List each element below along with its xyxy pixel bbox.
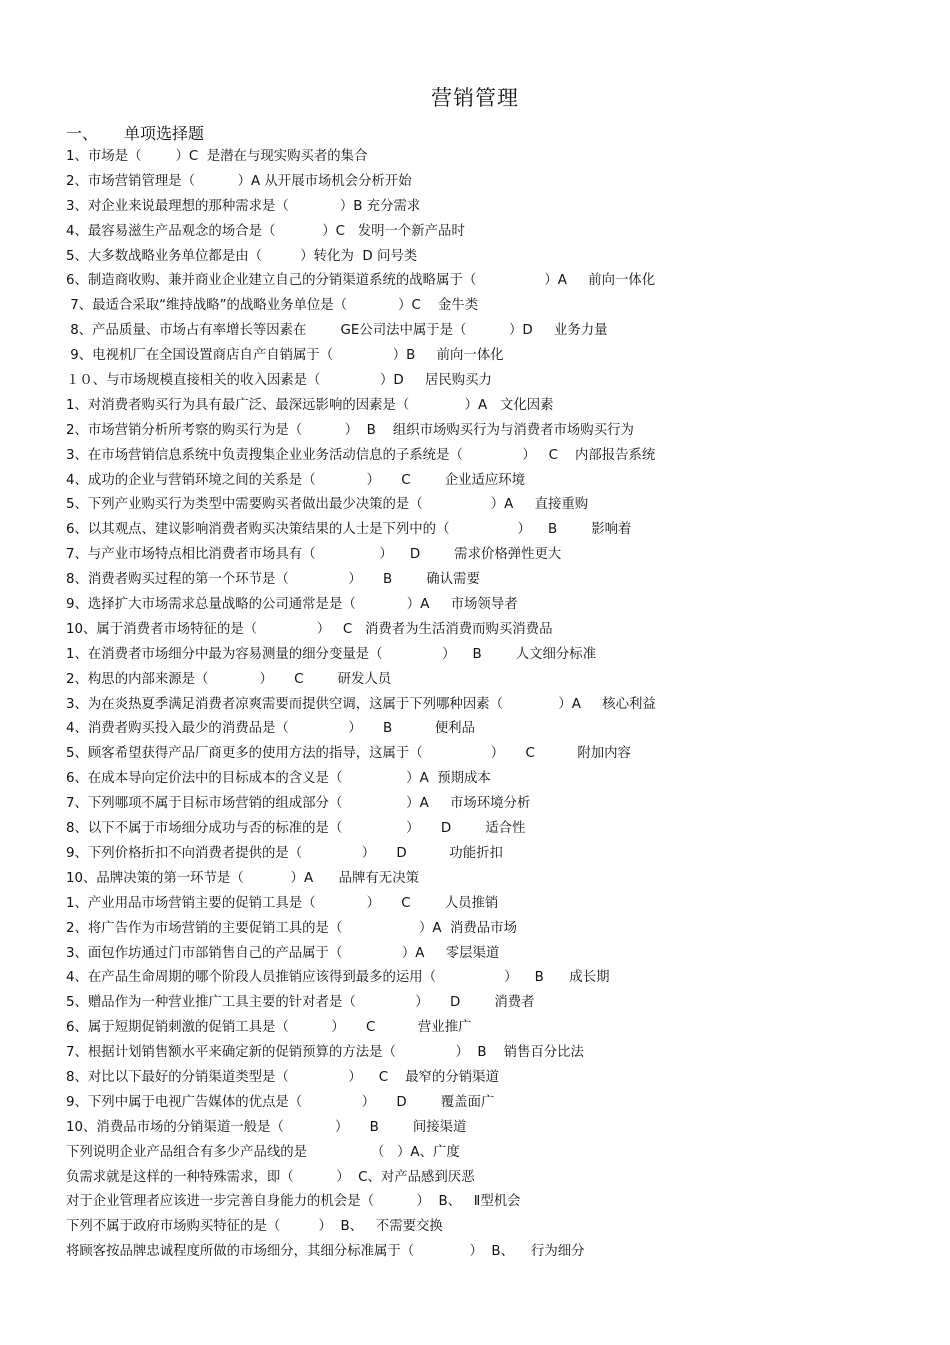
question-line: 8、消费者购买过程的第一个环节是（ ） B 确认需要 bbox=[66, 572, 480, 588]
question-line: 3、面包作坊通过门市部销售自己的产品属于（ ）A 零层渠道 bbox=[66, 945, 500, 961]
question-line: 5、赠品作为一种营业推广工具主要的针对者是（ ） D 消费者 bbox=[66, 995, 535, 1011]
question-line: 下列说明企业产品组合有多少产品线的是 （ ）A、广度 bbox=[66, 1144, 460, 1160]
page-title: 营销管理 bbox=[431, 86, 519, 110]
section-heading bbox=[66, 121, 204, 144]
question-line: 6、以其观点、建议影响消费者购买决策结果的人士是下列中的（ ） B 影响着 bbox=[66, 522, 632, 538]
question-line: 7、最适合采取“维持战略”的战略业务单位是（ ）C 金牛类 bbox=[66, 298, 479, 314]
question-line: 6、制造商收购、兼并商业企业建立自己的分销渠道系统的战略属于（ ）A 前向一体化 bbox=[66, 273, 656, 289]
question-line: 8、产品质量、市场占有率增长等因素在 GE公司法中属于是（ ）D 业务力量 bbox=[66, 323, 608, 339]
question-line: 7、下列哪项不属于目标市场营销的组成部分（ ）A 市场环境分析 bbox=[66, 796, 531, 812]
question-line: 3、为在炎热夏季满足消费者凉爽需要而提供空调，这属于下列哪种因素（ ）A 核心利益 bbox=[66, 696, 656, 712]
question-line: １０、与市场规模直接相关的收入因素是（ ）D 居民购买力 bbox=[66, 373, 492, 389]
question-line: 10、属于消费者市场特征的是（ ） C 消费者为生活消费而购买消费品 bbox=[66, 621, 553, 637]
question-line: 5、大多数战略业务单位都是由（ ）转化为 D 问号类 bbox=[66, 248, 418, 264]
question-line: 4、成功的企业与营销环境之间的关系是（ ） C 企业适应环境 bbox=[66, 472, 526, 488]
question-line: 5、顾客希望获得产品厂商更多的使用方法的指导，这属于（ ） C 附加内容 bbox=[66, 746, 631, 762]
question-line: 5、下列产业购买行为类型中需要购买者做出最少决策的是（ ）A 直接重购 bbox=[66, 497, 589, 513]
question-line: 9、下列中属于电视广告媒体的优点是（ ） D 覆盖面广 bbox=[66, 1094, 495, 1110]
question-line: 9、电视机厂在全国设置商店自产自销属于（ ）B 前向一体化 bbox=[66, 348, 504, 364]
question-line: 负需求就是这样的一种特殊需求，即（ ） C、对产品感到厌恶 bbox=[66, 1169, 475, 1185]
question-line: 10、消费品市场的分销渠道一般是（ ） B 间接渠道 bbox=[66, 1119, 467, 1135]
question-line: 9、选择扩大市场需求总量战略的公司通常是是（ ）A 市场领导者 bbox=[66, 597, 518, 613]
question-line: 4、在产品生命周期的哪个阶段人员推销应该得到最多的运用（ ） B 成长期 bbox=[66, 970, 610, 986]
question-line: 8、对比以下最好的分销渠道类型是（ ） C 最窄的分销渠道 bbox=[66, 1069, 499, 1085]
question-line: 7、根据计划销售额水平来确定新的促销预算的方法是（ ） B 销售百分比法 bbox=[66, 1045, 584, 1061]
question-line: 8、以下不属于市场细分成功与否的标准的是（ ） D 适合性 bbox=[66, 821, 526, 837]
question-line: 4、消费者购买投入最少的消费品是（ ） B 便利品 bbox=[66, 721, 475, 737]
question-line: 2、市场营销分析所考察的购买行为是（ ） B 组织市场购买行为与消费者市场购买行为 bbox=[66, 422, 634, 438]
question-line: 7、与产业市场特点相比消费者市场具有（ ） D 需求价格弹性更大 bbox=[66, 547, 562, 563]
question-line: 1、在消费者市场细分中最为容易测量的细分变量是（ ） B 人文细分标准 bbox=[66, 646, 597, 662]
question-line: 2、市场营销管理是（ ）A 从开展市场机会分析开始 bbox=[66, 173, 412, 189]
question-line: 2、将广告作为市场营销的主要促销工具的是（ ）A 消费品市场 bbox=[66, 920, 517, 936]
question-line: 10、品牌决策的第一环节是（ ）A 品牌有无决策 bbox=[66, 870, 419, 886]
question-line: 1、对消费者购买行为具有最广泛、最深远影响的因素是（ ）A 文化因素 bbox=[66, 397, 554, 413]
question-line: 3、对企业来说最理想的那种需求是（ ）B 充分需求 bbox=[66, 198, 421, 214]
question-line: 6、属于短期促销刺激的促销工具是（ ） C 营业推广 bbox=[66, 1020, 472, 1036]
section-title: 单项选择题 bbox=[124, 124, 205, 143]
question-line: 3、在市场营销信息系统中负责搜集企业业务活动信息的子系统是（ ） C 内部报告系统 bbox=[66, 447, 656, 463]
question-line: 将顾客按品牌忠诚程度所做的市场细分，其细分标准属于（ ） B、 行为细分 bbox=[66, 1244, 585, 1260]
question-line: 4、最容易滋生产品观念的场合是（ ）C 发明一个新产品时 bbox=[66, 223, 465, 239]
question-line: 6、在成本导向定价法中的目标成本的含义是（ ）A 预期成本 bbox=[66, 771, 491, 787]
question-list bbox=[66, 145, 936, 1265]
question-line: 1、产业用品市场营销主要的促销工具是（ ） C 人员推销 bbox=[66, 895, 499, 911]
question-line: 9、下列价格折扣不向消费者提供的是（ ） D 功能折扣 bbox=[66, 845, 503, 861]
section-number: 一、 bbox=[66, 124, 99, 143]
question-line: 1、市场是（ ）C 是潜在与现实购买者的集合 bbox=[66, 149, 368, 164]
question-line: 2、构思的内部来源是（ ） C 研发人员 bbox=[66, 671, 392, 687]
question-line: 对于企业管理者应该进一步完善自身能力的机会是（ ） B、 Ⅱ型机会 bbox=[66, 1194, 521, 1210]
question-line: 下列不属于政府市场购买特征的是（ ） B、 不需要交换 bbox=[66, 1219, 443, 1235]
